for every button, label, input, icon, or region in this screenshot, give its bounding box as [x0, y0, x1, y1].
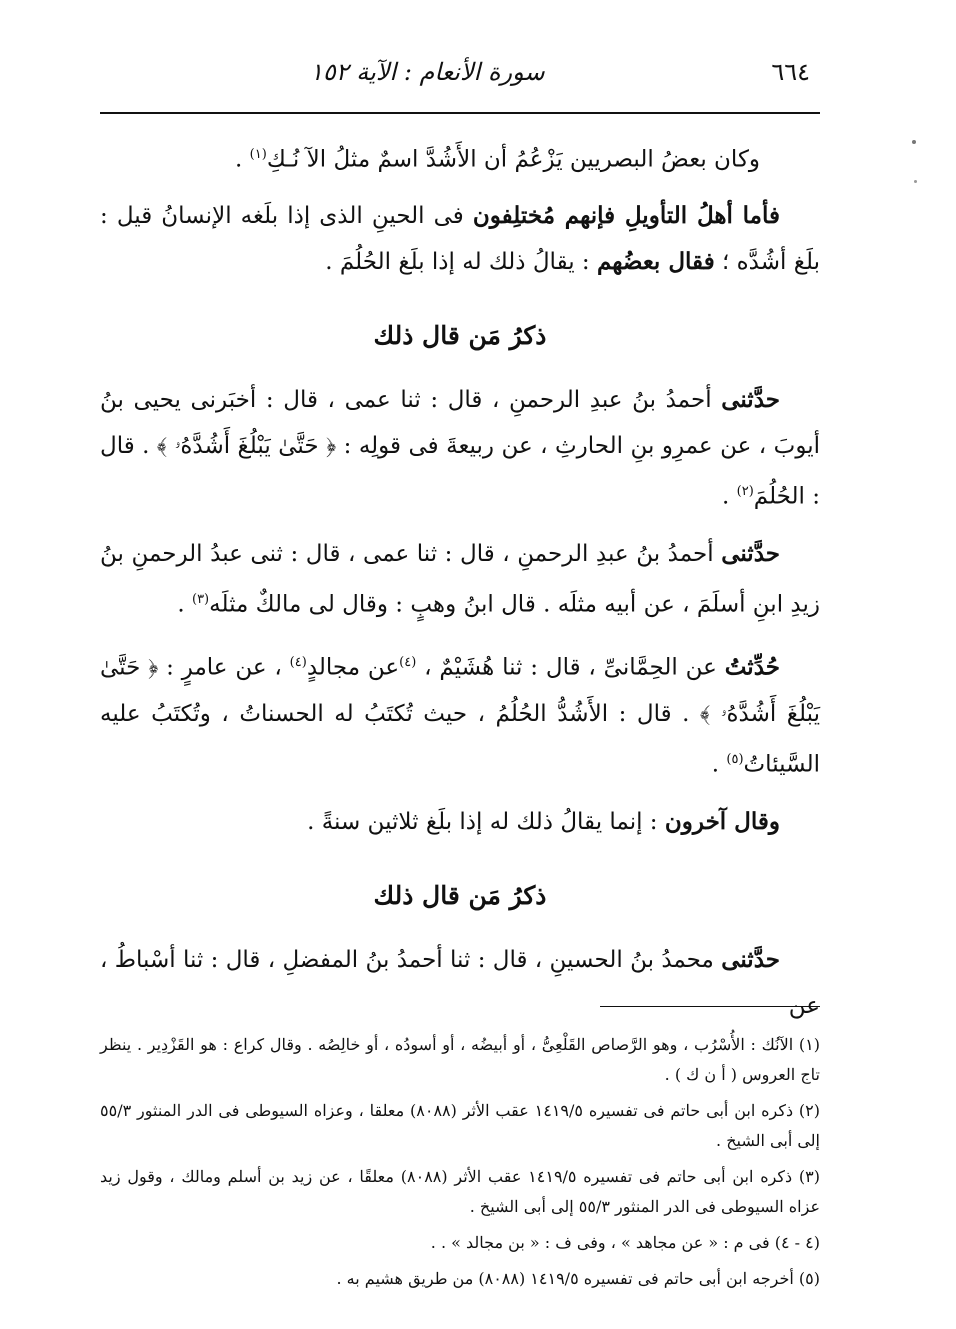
- footnote-ref: (٤): [399, 654, 417, 670]
- footnote-ref: (٣): [191, 592, 210, 608]
- hadith-paragraph: حدَّثنى أحمدُ بنُ عبدِ الرحمنِ ، قال : ثنا عمى ، قال : ثنى عبدُ الرحمنِ بنُ زيدِ ابنِ أسلَمَ ، عن أبيه مثلَه . قال ابنُ وهبٍ : وقال لى مالكٌ مثلَه$^{(٣)}$ .: [100, 540, 820, 618]
- paragraph: فأما أهلُ التأويلِ فإنهم مُختلِفون فى الحينِ الذى إذا بلَغه الإنسانُ قيل : بلَغ أشُدَّه ؛ فقال بعضُهم : يقالُ ذلك له إذا بلَغ الحُلُمَ .: [100, 201, 820, 275]
- paragraph-lead: حدَّثنى: [721, 385, 780, 413]
- sura-title: سورة الأنعام : الآية ١٥٢: [310, 58, 545, 86]
- paragraph: وقال آخرون : إنما يقالُ ذلك له إذا بلَغ ثلاثين سنةً .: [307, 808, 780, 836]
- margin-dot: [914, 180, 917, 183]
- hadith-paragraph: حدَّثنى أحمدُ بنُ عبدِ الرحمنِ ، قال : ثنا عمى ، قال : أخبَرنى يحيى بنُ أيوبَ ، عن عمرِو بنِ الحارثِ ، عن ربيعةَ فى قولِه : ﴿ حَتَّىٰ يَبْلُغَ أَشُدَّهُۥ ﴾ . قال : الحُلُمَ$^{(٢)}$ .: [100, 385, 820, 510]
- margin-dot: [912, 140, 916, 144]
- paragraph-lead: حدَّثنى: [721, 540, 780, 568]
- footnote: (٣) ذكره ابن أبى حاتم فى تفسيره ١٤١٩/٥ عقب الأثر (٨٠٨٨) معلقًا ، عن زيد بن أسلم ومالك ، وقول زيد عزاه السيوطى فى الدر المنثور ٥٥/٣ إلى أبى الشيخ .: [100, 1167, 821, 1216]
- paragraph-lead: فأما أهلُ التأويلِ فإنهم مُختلِفون: [472, 201, 780, 229]
- paragraph-lead: حدَّثنى: [721, 946, 780, 974]
- book-page: [100, 40, 820, 1310]
- main-text: [100, 132, 820, 1041]
- page-number: ٦٦٤: [771, 58, 810, 86]
- footnotes: [100, 1030, 820, 1300]
- paragraph-lead: فقال بعضُهم: [596, 247, 715, 275]
- paragraph-lead: حُدِّثتُ: [724, 653, 780, 681]
- hadith-paragraph: حُدِّثتُ عن الحِمَّانىِّ ، قال : ثنا هُشَيْمٌ ، $^{(٤)}$عن مجالدٍ$^{(٤)}$ ، عن عامرٍ : ﴿ حَتَّىٰ يَبْلُغَ أَشُدَّهُۥ ﴾ . قال : الأَشُدُّ الحُلُمُ ، حيث تُكتَبُ له الحسناتُ ، وتُكتَبُ عليه السَّيئاتُ$^{(٥)}$ .: [100, 653, 820, 778]
- footnote-ref: (٥): [726, 751, 744, 767]
- footnote: (٥) أخرجه ابن أبى حاتم فى تفسيره ١٤١٩/٥ (٨٠٨٨) من طريق هشيم به .: [336, 1269, 820, 1288]
- footnote: (٢) ذكره ابن أبى حاتم فى تفسيره ١٤١٩/٥ عقب الأثر (٨٠٨٨) معلقا ، وعزاه السيوطى فى الدر المنثور ٥٥/٣ إلى أبى الشيخ .: [100, 1101, 821, 1150]
- footnote: (٤ - ٤) فى م : « عن مجاهد » ، وفى ف : « بن مجالد » . .: [430, 1233, 820, 1252]
- footnote-ref: (٤): [289, 654, 307, 670]
- footnote-ref: (١): [249, 147, 267, 162]
- section-heading: ذكرُ مَن قال ذلك: [373, 881, 547, 911]
- footnote-rule: [600, 1006, 820, 1007]
- paragraph-lead: وقال آخرون: [664, 808, 780, 836]
- hadith-paragraph: حدَّثنى محمدُ بنُ الحسينِ ، قال : ثنا أحمدُ بنُ المفضلِ ، قال : ثنا أسْباطُ ، عن: [100, 946, 820, 1020]
- running-header: [100, 58, 820, 98]
- footnote: (١) الآنُك : الأُسْرُب ، وهو الرَّصاص القَلْعِىُّ ، أو أبيضُه ، أو أسودُه ، أو خالِصُه . وقال كراع : هو القَزْدِير . ينظر تاج العروس ( أ ن ك ) .: [100, 1035, 820, 1084]
- footnote-ref: (٢): [736, 483, 754, 499]
- paragraph: وكان بعضُ البصريين يَزْعُمُ أن الأَشُدَّ اسمٌ مثلُ الآ نُـكِ$^{(١)}$ .: [235, 146, 760, 173]
- section-heading: ذكرُ مَن قال ذلك: [373, 320, 547, 350]
- header-rule: [100, 112, 820, 114]
